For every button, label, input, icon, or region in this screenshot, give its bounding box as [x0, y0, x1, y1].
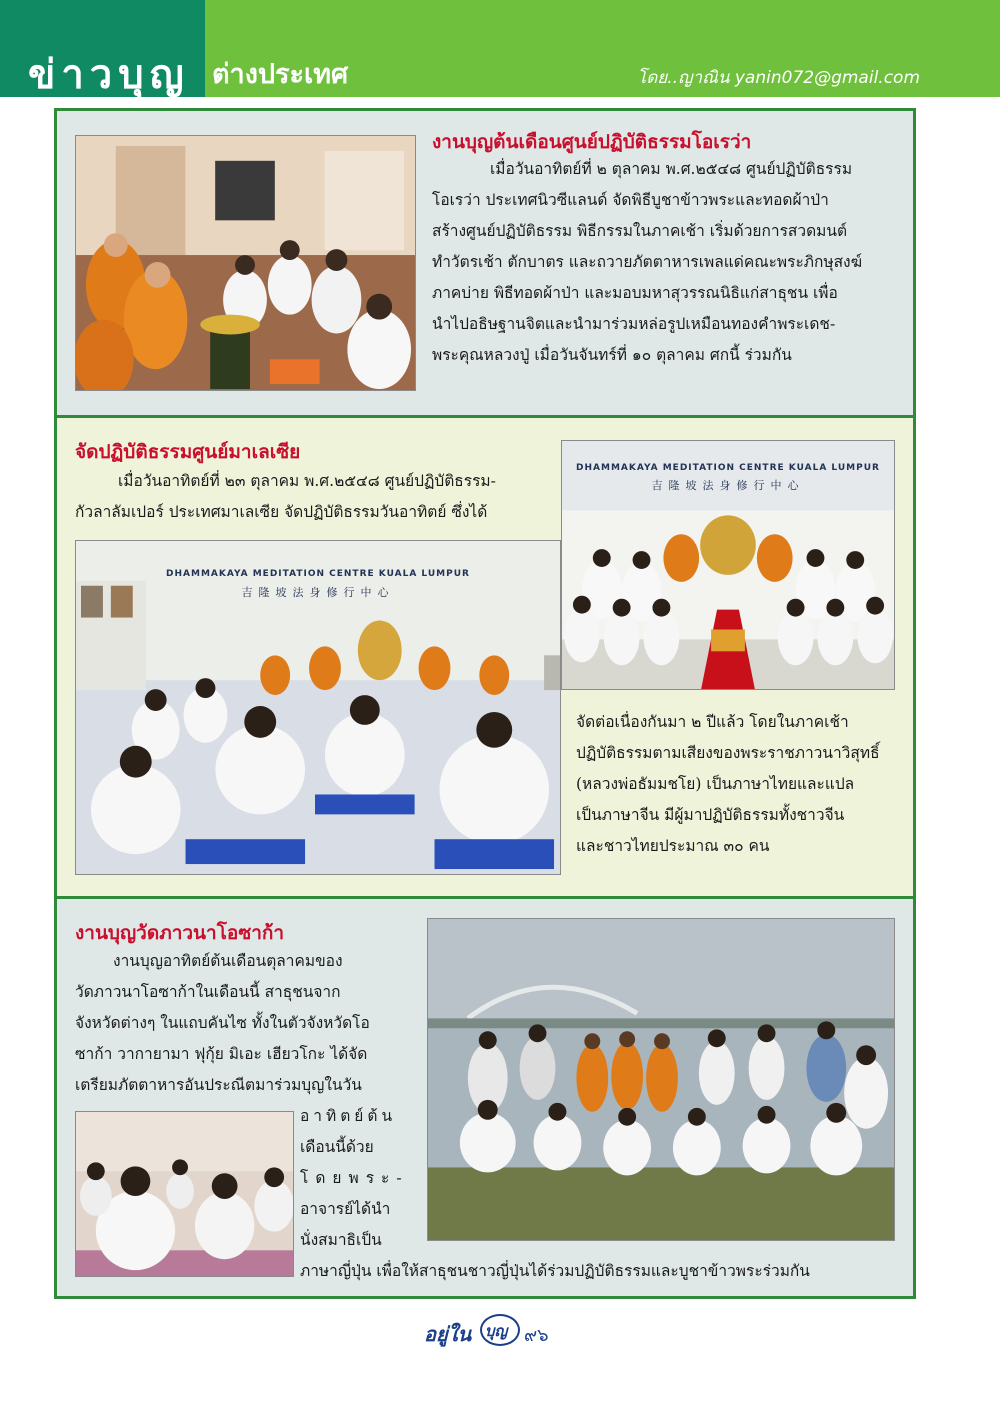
section-malaysia-title: จัดปฏิบัติธรรมศูนย์มาเลเซีย	[75, 441, 301, 463]
photo-banner-chinese: 吉隆坡法身修行中心	[651, 479, 805, 492]
footer-logo-ring	[480, 1314, 520, 1346]
footer-logo	[424, 1312, 584, 1352]
section-osaka-line: งานบุญอาทิตย์ต้นเดือนตุลาคมของ	[113, 952, 343, 970]
footer-logo-ring-text: บุญ	[485, 1322, 508, 1340]
section-malaysia-line: เมื่อวันอาทิตย์ที่ ๒๓ ตุลาคม พ.ศ.๒๕๔๘ ศูนย์ปฏิบัติธรรม-	[118, 472, 496, 490]
section-osaka-line: เตรียมภัตตาหารอันประณีตมาร่วมบุญในวัน	[75, 1076, 362, 1094]
section-malaysia-side-line: จัดต่อเนื่องกันมา ๒ ปีแล้ว โดยในภาคเช้า	[576, 713, 849, 731]
section-oreva-line: โอเรว่า ประเทศนิวซีแลนด์ จัดพิธีบูชาข้าวพระและทอดผ้าป่า	[432, 191, 829, 209]
page-subtitle: ต่างประเทศ	[212, 59, 349, 90]
photo-banner-chinese: 吉隆坡法身修行中心	[241, 586, 395, 599]
photo-banner-english: DHAMMAKAYA MEDITATION CENTRE KUALA LUMPUR	[576, 463, 880, 473]
section-oreva-line: สร้างศูนย์ปฏิบัติธรรม พิธีกรรมในภาคเช้า เริ่มด้วยการสวดมนต์	[432, 222, 848, 240]
section-osaka-line: วัดภาวนาโอซาก้าในเดือนนี้ สาธุชนจาก	[75, 983, 341, 1001]
photo-oreva-ceremony	[75, 135, 416, 391]
section-malaysia-side-line: ปฏิบัติธรรมตามเสียงของพระราชภาวนาวิสุทธิ์	[576, 744, 880, 762]
photo-malaysia-group	[561, 440, 895, 690]
footer-logo-text: อยู่ใน	[424, 1322, 472, 1346]
section-malaysia-line: กัวลาลัมเปอร์ ประเทศมาเลเซีย จัดปฏิบัติธรรมวันอาทิตย์ ซึ่งได้	[75, 503, 488, 521]
section-malaysia-side-line: และชาวไทยประมาณ ๓๐ คน	[576, 837, 770, 855]
section-osaka-narrow-line: อาจารย์ได้นำ	[300, 1200, 391, 1218]
section-oreva-line: เมื่อวันอาทิตย์ที่ ๒ ตุลาคม พ.ศ.๒๕๔๘ ศูนย์ปฏิบัติธรรม	[490, 160, 853, 178]
section-malaysia-side-line: (หลวงพ่อธัมมชโย) เป็นภาษาไทยและแปล	[576, 775, 855, 793]
section-osaka-title: งานบุญวัดภาวนาโอซาก้า	[75, 922, 285, 944]
section-osaka-narrow-line: เดือนนี้ด้วย	[300, 1138, 374, 1156]
photo-banner-english: DHAMMAKAYA MEDITATION CENTRE KUALA LUMPUR	[166, 569, 470, 579]
photo-osaka-group	[427, 918, 895, 1241]
section-oreva-line: ภาคบ่าย พิธีทอดผ้าป่า และมอบมหาสุวรรณนิธิแก่สาธุชน เพื่อ	[432, 284, 838, 302]
section-osaka-narrow-line: อาทิตย์ต้น	[300, 1107, 397, 1125]
section-osaka-line: ซาก้า วากายามา ฟุกุ้ย มิเอะ เฮียวโกะ ได้จัด	[75, 1045, 368, 1063]
section-osaka-narrow-line: นั่งสมาธิเป็น	[300, 1231, 382, 1249]
section-osaka-last-line: ภาษาญี่ปุ่น เพื่อให้สาธุชนชาวญี่ปุ่นได้ร่วมปฏิบัติธรรมและบูชาข้าวพระร่วมกัน	[300, 1262, 810, 1280]
section-osaka-narrow-line: โดยพระ-	[300, 1169, 409, 1187]
section-oreva-line: นำไปอธิษฐานจิตและนำมาร่วมหล่อรูปเหมือนทองคำพระเดช-	[432, 315, 836, 333]
photo-osaka-meditation	[75, 1111, 294, 1277]
section-oreva-line: พระคุณหลวงปู่ เมื่อวันจันทร์ที่ ๑๐ ตุลาคม ศกนี้ ร่วมกัน	[432, 346, 792, 364]
photo-malaysia-meditation	[75, 540, 561, 875]
section-malaysia-side-line: เป็นภาษาจีน มีผู้มาปฏิบัติธรรมทั้งชาวจีน	[576, 806, 845, 824]
page-number: ๙๖	[524, 1325, 549, 1346]
byline: โดย..ญาณิน yanin072@gmail.com	[637, 68, 920, 88]
page-title: ข่าวบุญ	[28, 51, 190, 98]
section-oreva-line: ทำวัตรเช้า ตักบาตร และถวายภัตตาหารเพลแด่คณะพระภิกษุสงฆ์	[432, 253, 863, 271]
section-oreva-title: งานบุญต้นเดือนศูนย์ปฏิบัติธรรมโอเรว่า	[432, 131, 752, 153]
section-osaka-line: จังหวัดต่างๆ ในแถบคันไซ ทั้งในตัวจังหวัดโอ	[75, 1014, 370, 1032]
